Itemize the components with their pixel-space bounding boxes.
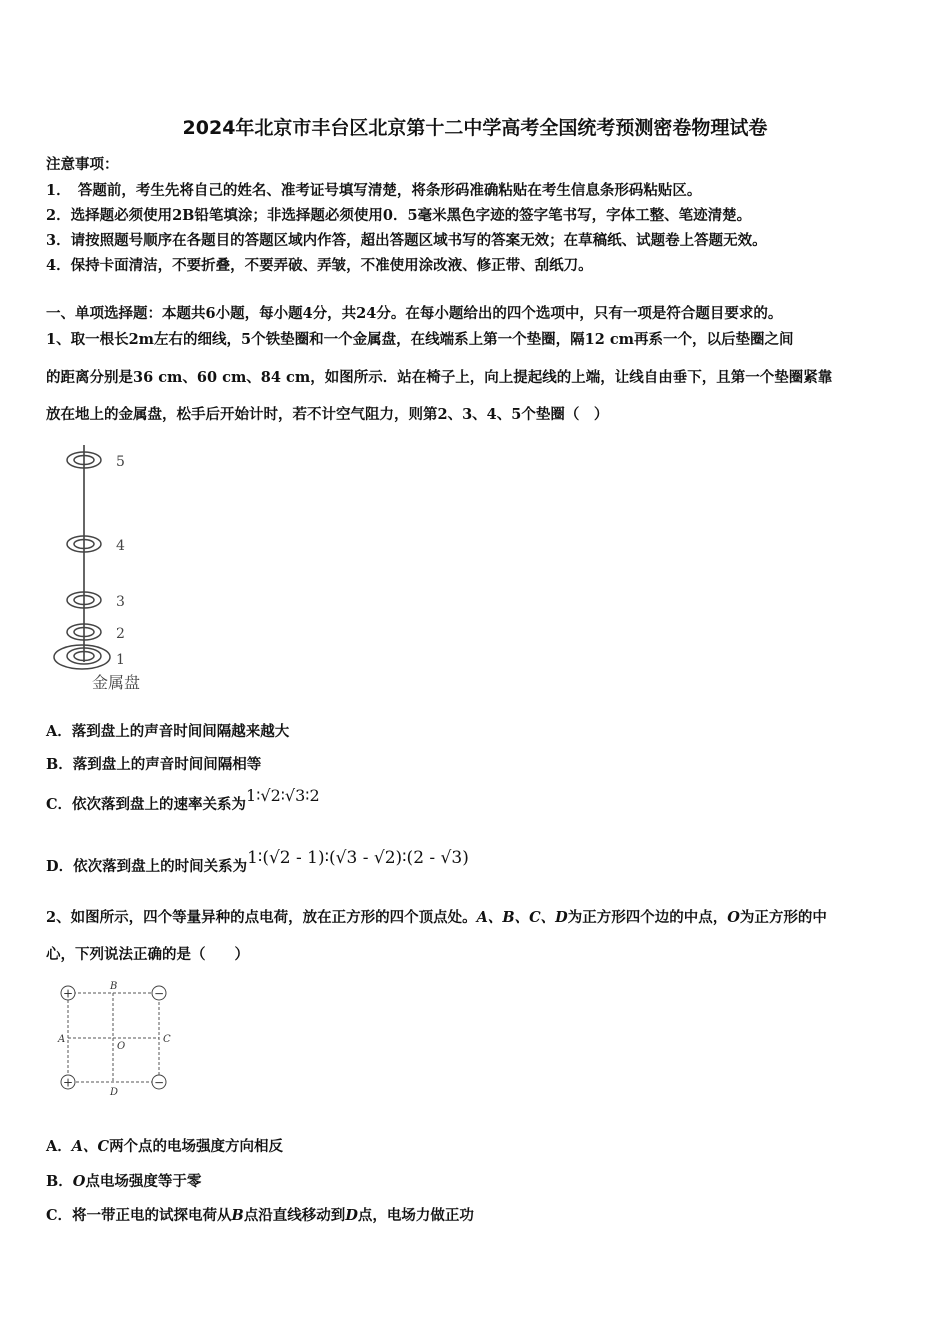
q2-option-b <box>46 1170 906 1191</box>
option-text: A． <box>46 1138 72 1155</box>
option-text: 点沿直线移动到 <box>243 1207 346 1224</box>
q1-option-b: B．落到盘上的声音时间间隔相等 <box>46 756 262 773</box>
q2-stem-line: 心，下列说法正确的是（ ） <box>46 946 249 963</box>
q1-option-d <box>46 848 906 876</box>
stem-italic: O <box>727 909 740 926</box>
washer-label: 4 <box>116 538 125 554</box>
notice-item: 2．选择题必须使用2B铅笔填涂；非选择题必须使用0．5毫米黑色字迹的签字笔书写，字体工整、笔迹清楚。 <box>46 207 752 224</box>
point-label-a: A <box>58 1034 66 1045</box>
washer-label: 5 <box>116 454 125 470</box>
point-label-o: O <box>117 1041 126 1052</box>
q1-stem-line: 1、取一根长2m左右的细线，5个铁垫圈和一个金属盘，在线端系上第一个垫圈，隔12 cm再系一个，以后垫圈之间 <box>46 331 794 348</box>
option-text: C．将一带正电的试探电荷从 <box>46 1207 232 1224</box>
page-title: 2024年北京市丰台区北京第十二中学高考全国统考预测密卷物理试卷 <box>182 117 768 139</box>
q2-option-a <box>46 1135 906 1156</box>
charge-sign: − <box>153 986 165 1001</box>
option-text: C．依次落到盘上的速率关系为 <box>46 796 247 813</box>
option-italic: A、C <box>71 1138 110 1155</box>
washer-label: 2 <box>116 626 125 642</box>
stem-text: 2、如图所示，四个等量异种的点电荷，放在正方形的四个顶点处。 <box>46 909 477 926</box>
charge-square-figure <box>50 978 190 1098</box>
notice-heading: 注意事项： <box>46 156 119 173</box>
notice-item: 1． 答题前，考生先将自己的姓名、准考证号填写清楚，将条形码准确粘贴在考生信息条形码粘贴区。 <box>46 182 702 199</box>
point-label-d: D <box>110 1087 119 1098</box>
option-text: 两个点的电场强度方向相反 <box>109 1138 284 1155</box>
notice-item: 4．保持卡面清洁，不要折叠，不要弄破、弄皱，不准使用涂改液、修正带、刮纸刀。 <box>46 257 593 274</box>
option-text: D．依次落到盘上的时间关系为 <box>46 858 248 875</box>
point-label-c: C <box>163 1034 171 1045</box>
washer-figure <box>48 440 168 700</box>
q1-stem-line: 放在地上的金属盘，松手后开始计时，若不计空气阻力，则第2、3、4、5个垫圈（ ） <box>46 406 609 423</box>
q2-stem-line <box>46 906 906 927</box>
option-text: 点，电场力做正功 <box>357 1207 474 1224</box>
stem-italic: A、B、C、D <box>476 909 568 926</box>
q2-option-c <box>46 1204 906 1225</box>
option-text: B． <box>46 1173 73 1190</box>
q1-stem-line: 的距离分别是36 cm、60 cm、84 cm，如图所示．站在椅子上，向上提起线的上端，让线自由垂下，且第一个垫圈紧靠 <box>46 369 833 386</box>
notice-item: 3．请按照题号顺序在各题目的答题区域内作答，超出答题区域书写的答案无效；在草稿纸、试题卷上答题无效。 <box>46 232 767 249</box>
option-math: 1∶√2∶√3∶2 <box>246 786 320 805</box>
section-heading: 一、单项选择题：本题共6小题，每小题4分，共24分。在每小题给出的四个选项中，只有一项是符合题目要求的。 <box>46 305 783 322</box>
stem-text: 为正方形的中 <box>739 909 827 926</box>
charge-sign: + <box>62 1075 74 1090</box>
charge-sign: + <box>62 986 74 1001</box>
point-label-b: B <box>110 981 118 992</box>
option-italic: D <box>345 1207 358 1224</box>
washer-label: 3 <box>116 594 125 610</box>
option-italic: O <box>72 1173 86 1190</box>
metal-plate <box>54 645 110 669</box>
q1-option-a: A．落到盘上的声音时间间隔越来越大 <box>46 723 290 740</box>
stem-text: 为正方形四个边的中点， <box>567 909 728 926</box>
washer-label: 1 <box>116 652 125 668</box>
option-text: 点电场强度等于零 <box>85 1173 202 1190</box>
option-math: 1∶(√2 - 1)∶(√3 - √2)∶(2 - √3) <box>247 848 469 868</box>
charge-sign: − <box>153 1075 165 1090</box>
plate-caption: 金属盘 <box>92 673 141 692</box>
option-italic: B <box>231 1207 244 1224</box>
q1-option-c <box>46 786 906 814</box>
